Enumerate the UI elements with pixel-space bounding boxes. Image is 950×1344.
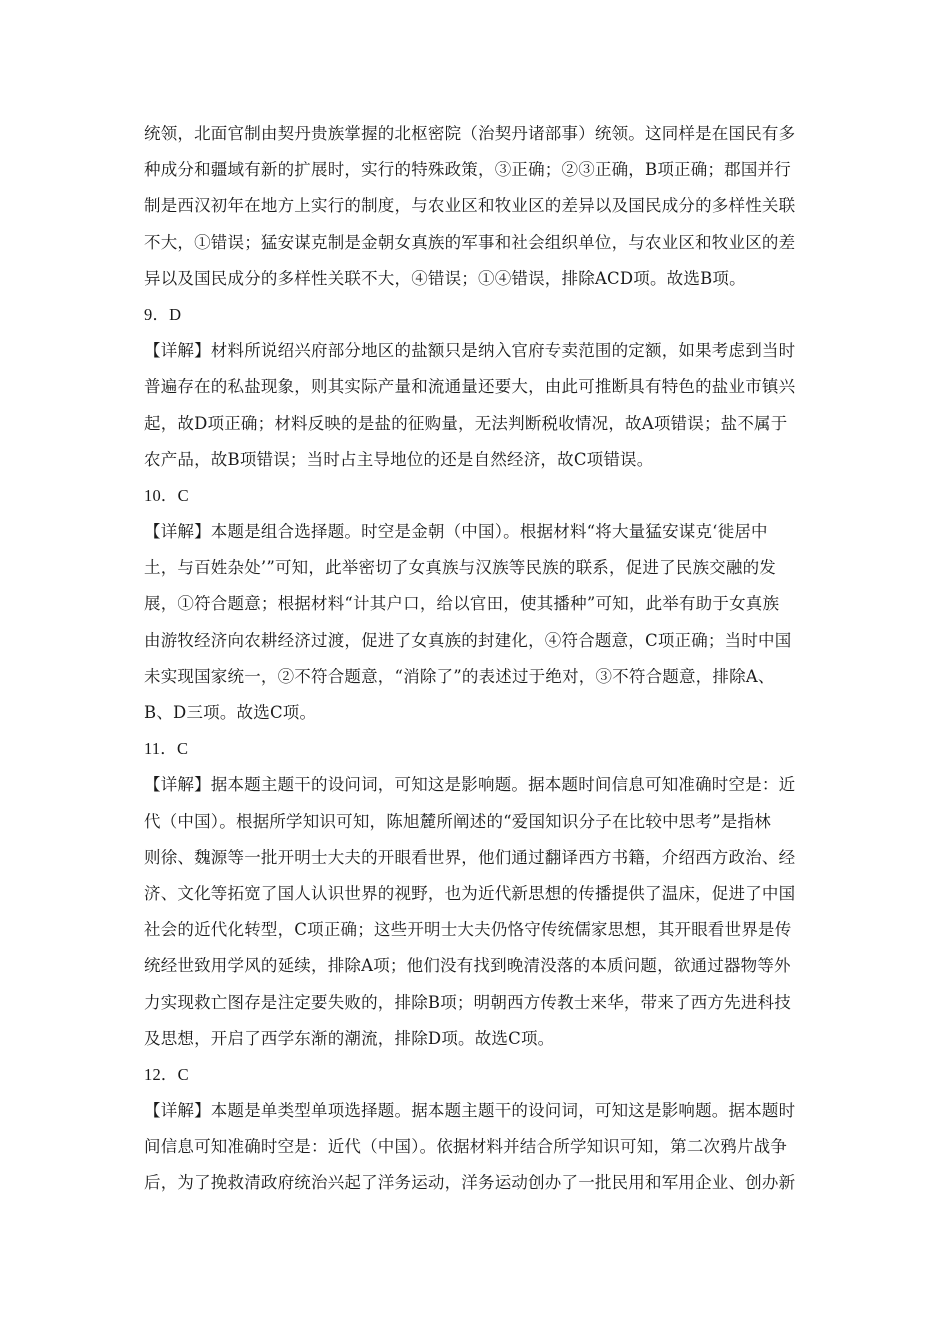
text-line-22: 济、文化等拓宽了国人认识世界的视野，也为近代新思想的传播提供了温床，促进了中国 [144, 883, 796, 903]
answer-explanation-page [144, 116, 806, 1202]
text-line-24: 统经世致用学风的延续，排除A项；他们没有找到晚清没落的本质问题，欲通过器物等外 [144, 956, 791, 976]
question-10-answer: 10．C [144, 485, 189, 505]
text-line-7: 【详解】材料所说绍兴府部分地区的盐额只是纳入官府专卖范围的定额，如果考虑到当时 [144, 341, 796, 361]
text-line-3: 制是西汉初年在地方上实行的制度，与农业区和牧业区的差异以及国民成分的多样性关联 [144, 196, 796, 216]
question-12-answer: 12．C [144, 1064, 189, 1084]
text-line-20: 代（中国）。根据所学知识可知，陈旭麓所阐述的“爱国知识分子在比较中思考”是指林 [144, 811, 771, 831]
text-line-5: 异以及国民成分的多样性关联不大，④错误；①④错误，排除ACD项。故选B项。 [144, 268, 746, 288]
text-line-2: 种成分和疆域有新的扩展时，实行的特殊政策，③正确；②③正确，B项正确；郡国并行 [144, 160, 791, 180]
text-line-21: 则徐、魏源等一批开明士大夫的开眼看世界，他们通过翻译西方书籍，介绍西方政治、经 [144, 847, 796, 867]
text-line-17: B、D三项。故选C项。 [144, 703, 317, 722]
text-line-29: 间信息可知准确时空是：近代（中国）。依据材料并结合所学知识可知，第二次鸦片战争 [144, 1137, 788, 1157]
text-line-4: 不大，①错误；猛安谋克制是金朝女真族的军事和社会组织单位，与农业区和牧业区的差 [144, 232, 796, 252]
text-line-25: 力实现救亡图存是注定要失败的，排除B项；明朝西方传教士来华，带来了西方先进科技 [144, 992, 791, 1012]
text-line-12: 【详解】本题是组合选择题。时空是金朝（中国）。根据材料“将大量猛安谋克‘徙居中 [144, 522, 768, 542]
text-line-13: 土，与百姓杂处’”可知，此举密切了女真族与汉族等民族的联系，促进了民族交融的发 [144, 558, 776, 578]
text-line-10: 农产品，故B项错误；当时占主导地位的还是自然经济，故C项错误。 [144, 449, 654, 469]
text-line-14: 展，①符合题意；根据材料“计其户口，给以官田，使其播种”可知，此举有助于女真族 [144, 594, 780, 614]
text-line-1: 统领，北面官制由契丹贵族掌握的北枢密院（治契丹诸部事）统领。这同样是在国民有多 [144, 124, 796, 143]
text-line-30: 后，为了挽救清政府统治兴起了洋务运动，洋务运动创办了一批民用和军用企业、创办新 [144, 1173, 796, 1193]
text-line-28: 【详解】本题是单类型单项选择题。据本题主题干的设问词，可知这是影响题。据本题时 [144, 1101, 796, 1121]
question-9-answer: 9．D [144, 304, 182, 324]
text-line-15: 由游牧经济向农耕经济过渡，促进了女真族的封建化，④符合题意，C项正确；当时中国 [144, 630, 792, 650]
question-11-answer: 11．C [144, 739, 189, 759]
text-line-23: 社会的近代化转型，C项正确；这些开明士大夫仍恪守传统儒家思想，其开眼看世界是传 [144, 920, 792, 940]
text-line-8: 普遍存在的私盐现象，则其实际产量和流通量还要大，由此可推断具有特色的盐业市镇兴 [144, 377, 796, 397]
text-line-16: 未实现国家统一，②不符合题意，“消除了”的表述过于绝对，③不符合题意，排除A、 [144, 666, 775, 686]
text-line-9: 起，故D项正确；材料反映的是盐的征购量，无法判断税收情况，故A项错误；盐不属于 [144, 413, 788, 433]
text-line-26: 及思想，开启了西学东渐的潮流，排除D项。故选C项。 [144, 1028, 555, 1048]
text-line-19: 【详解】据本题主题干的设问词，可知这是影响题。据本题时间信息可知准确时空是：近 [144, 775, 796, 795]
